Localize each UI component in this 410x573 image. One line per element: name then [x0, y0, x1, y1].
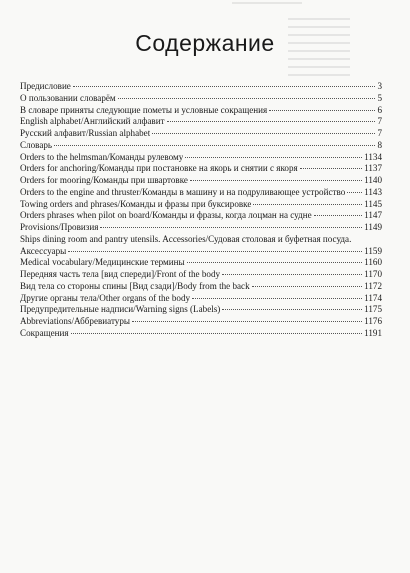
toc-entry-page: 1149 [364, 222, 382, 232]
toc-entry-title: Другие органы тела/Other organs of the body [20, 292, 191, 303]
toc-entry-page: 1170 [364, 269, 382, 279]
toc-entry-page: 1140 [364, 175, 382, 185]
toc-entry-page: 1172 [364, 280, 382, 291]
dot-leader [73, 86, 376, 87]
toc-entry[interactable] [20, 257, 382, 269]
toc-entry-title: Medical vocabulary/Медицинские термины [20, 257, 185, 268]
toc-entry-page: 1176 [364, 316, 382, 326]
dot-leader [253, 204, 362, 205]
toc-entry[interactable] [20, 316, 382, 328]
toc-entry-title: Словарь [20, 139, 53, 150]
toc-entry[interactable] [20, 175, 382, 187]
dot-leader [222, 274, 362, 275]
toc-entry-title: Orders to the helmsman/Команды рулевому [20, 151, 184, 162]
toc-entry[interactable] [20, 128, 382, 140]
toc-entry[interactable] [20, 222, 382, 234]
toc-entry-title: Предисловие [20, 81, 71, 91]
toc-entry-title: Ships dining room and pantry utensils. Accessories/Судовая столовая и буфетная посуда. [20, 233, 352, 244]
toc-entry-title: English alphabet/Английский алфавит [20, 116, 165, 127]
toc-entry[interactable] [20, 105, 382, 117]
toc-entry[interactable] [20, 304, 382, 316]
toc-entry-page: 5 [377, 92, 382, 103]
toc-entry-title: Orders to the engine and thruster/Команды в машину и на подруливающее устройство [20, 186, 346, 197]
toc-entry-page: 1160 [364, 257, 382, 268]
toc-entry-title: Towing orders and phrases/Команды и фразы при буксировке [20, 198, 252, 209]
toc-entry[interactable] [20, 163, 382, 175]
toc-entry-title: Предупредительные надписи/Warning signs (Labels) [20, 304, 221, 315]
toc-entry-page: 6 [377, 104, 382, 115]
dot-leader [118, 98, 376, 99]
dot-leader [100, 227, 362, 228]
bleed-through-mark [232, 2, 302, 4]
toc-entry-page: 8 [377, 139, 382, 150]
toc-entry-page: 3 [377, 81, 382, 91]
dot-leader [190, 180, 362, 181]
toc-entry-title: Provisions/Провизия [20, 222, 99, 232]
dot-leader [167, 121, 376, 122]
dot-leader [152, 133, 375, 134]
toc-entry-title: Сокращения [20, 327, 69, 338]
toc-entry-title: О пользовании словарём [20, 92, 116, 103]
toc-entry[interactable] [20, 246, 382, 258]
toc-entry-page: 1191 [364, 327, 382, 338]
dot-leader [192, 298, 362, 299]
dot-leader [269, 110, 375, 111]
dot-leader [71, 333, 363, 334]
toc-entry[interactable] [20, 116, 382, 128]
dot-leader [300, 168, 362, 169]
toc-entry[interactable] [20, 293, 382, 305]
toc-entry-title: Аксессуары [20, 245, 67, 256]
dot-leader [185, 157, 362, 158]
toc-entry-title: Русский алфавит/Russian alphabet [20, 128, 151, 138]
toc-entry-page: 1134 [364, 151, 382, 162]
toc-entry[interactable] [20, 187, 382, 199]
toc-entry-title: Передняя часть тела [вид спереди]/Front of the body [20, 269, 221, 279]
toc-entry-page: 1137 [364, 163, 382, 174]
toc-entry[interactable] [20, 269, 382, 281]
dot-leader [222, 309, 362, 310]
toc-entry-title: Вид тела со стороны спины [Вид сзади]/Body from the back [20, 280, 250, 291]
toc-entry[interactable] [20, 81, 382, 93]
toc-entry-title: В словаре приняты следующие пометы и условные сокращения [20, 104, 268, 115]
dot-leader [68, 251, 362, 252]
dot-leader [252, 286, 363, 287]
dot-leader [132, 321, 362, 322]
toc-entry-page: 1147 [364, 210, 382, 221]
toc-entry-page: 1175 [364, 304, 382, 315]
table-of-contents [20, 81, 382, 340]
toc-entry[interactable] [20, 152, 382, 164]
dot-leader [347, 192, 362, 193]
toc-entry[interactable] [20, 234, 382, 246]
toc-entry-title: Abbreviations/Аббревиатуры [20, 316, 131, 326]
toc-entry-title: Orders phrases when pilot on board/Команды и фразы, когда лоцман на судне [20, 210, 312, 221]
toc-entry[interactable] [20, 328, 382, 340]
toc-entry[interactable] [20, 210, 382, 222]
dot-leader [314, 215, 362, 216]
toc-entry-title: Orders for mooring/Команды при швартовке [20, 175, 188, 185]
page-title: Содержание [135, 30, 275, 56]
toc-entry[interactable] [20, 140, 382, 152]
toc-entry[interactable] [20, 93, 382, 105]
toc-entry-title: Orders for anchoring/Команды при постановке на якорь и снятии с якоря [20, 163, 298, 174]
toc-entry-page: 1145 [364, 198, 382, 209]
toc-entry-page: 1143 [364, 186, 382, 197]
toc-entry-page: 7 [377, 116, 382, 127]
toc-entry-page: 7 [377, 128, 382, 138]
dot-leader [54, 145, 375, 146]
toc-entry[interactable] [20, 199, 382, 211]
toc-entry[interactable] [20, 281, 382, 293]
toc-entry-page: 1159 [364, 245, 382, 256]
toc-entry-page: 1174 [364, 292, 382, 303]
dot-leader [187, 262, 363, 263]
